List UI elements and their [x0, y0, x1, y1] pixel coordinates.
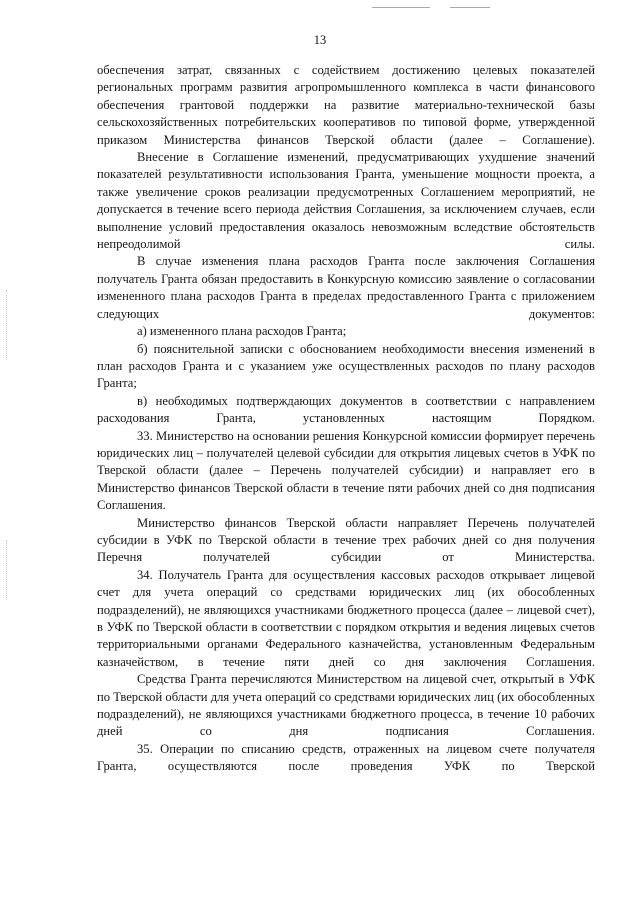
paragraph-item-35: 35. Операции по списанию средств, отраженных на лицевом счете получателя Гранта, осуществляются после проведения УФК по Тверской: [97, 741, 595, 774]
list-item-c: в) необходимых подтверждающих документов в соответствии с направлением расходования Гранта, установленных настоящим Порядком.: [97, 393, 595, 426]
paragraph-finance-ministry: Министерство финансов Тверской области направляет Перечень получателей субсидии в УФК по Тверской области в течение трех рабочих дней со дня получения Перечня получателей субсидии от Министерства.: [97, 515, 595, 565]
scan-binding-marks: [6, 540, 9, 600]
scan-binding-marks: [6, 290, 9, 360]
list-item-b: б) пояснительной записки с обоснованием необходимости внесения изменений в план расходов Гранта и с указанием уже осуществленных расходов по плану расходов Гранта;: [97, 341, 595, 391]
page-number: 13: [313, 33, 327, 47]
scan-top-rule: [372, 7, 430, 8]
scan-top-rule: [450, 7, 490, 8]
paragraph-agreement-definition: обеспечения затрат, связанных с содействием достижению целевых показателей региональных программ развития агропромышленного комплекса в части финансового обеспечения грантовой поддержки на развитие материально-технической базы сельскохозяйственных потребительских кооперативов по типовой форме, утвержденной приказом Министерства финансов Тверской области (далее – Соглашение).: [97, 63, 595, 147]
paragraph-expense-plan-change: В случае изменения плана расходов Гранта после заключения Соглашения получатель Гранта обязан предоставить в Конкурсную комиссию заявление о согласовании измененного плана расходов Гранта в пределах предоставленного Гранта с приложением следующих документов:: [97, 254, 595, 321]
list-item-a: а) измененного плана расходов Гранта;: [137, 324, 347, 339]
document-body: [97, 62, 595, 776]
paragraph-item-34: 34. Получатель Гранта для осуществления кассовых расходов открывает лицевой счет для учета операций со средствами юридических лиц (их обособленных подразделений), не являющихся участниками бюджетного процесса (далее – лицевой счет), в УФК по Тверской области в соответствии с порядком открытия и ведения лицевых счетов территориальными органами Федерального казначейства, установленным Федеральным казначейством, в течение пяти дней со дня заключения Соглашения.: [97, 567, 595, 669]
paragraph-agreement-amendments: Внесение в Соглашение изменений, предусматривающих ухудшение значений показателей результативности использования Гранта, уменьшение мощности проекта, а также увеличение сроков реализации предусмотренных Соглашением мероприятий, не допускается в течение всего периода действия Соглашения, за исключением случаев, если выполнение условий предоставления оказалось невозможным вследствие обстоятельств непреодолимой силы.: [97, 150, 595, 252]
paragraph-item-33: 33. Министерство на основании решения Конкурсной комиссии формирует перечень юридических лиц – получателей целевой субсидии для открытия лицевых счетов в УФК по Тверской области (далее – Перечень получателей субсидии) и направляет его в Министерство финансов Тверской области в течение пяти рабочих дней со дня подписания Соглашения.: [97, 428, 595, 513]
paragraph-grant-transfer: Средства Гранта перечисляются Министерством на лицевой счет, открытый в УФК по Тверской области для учета операций со средствами юридических лиц (их обособленных подразделений), не являющихся участниками бюджетного процесса, в течение 10 рабочих дней со дня подписания Соглашения.: [97, 672, 595, 739]
